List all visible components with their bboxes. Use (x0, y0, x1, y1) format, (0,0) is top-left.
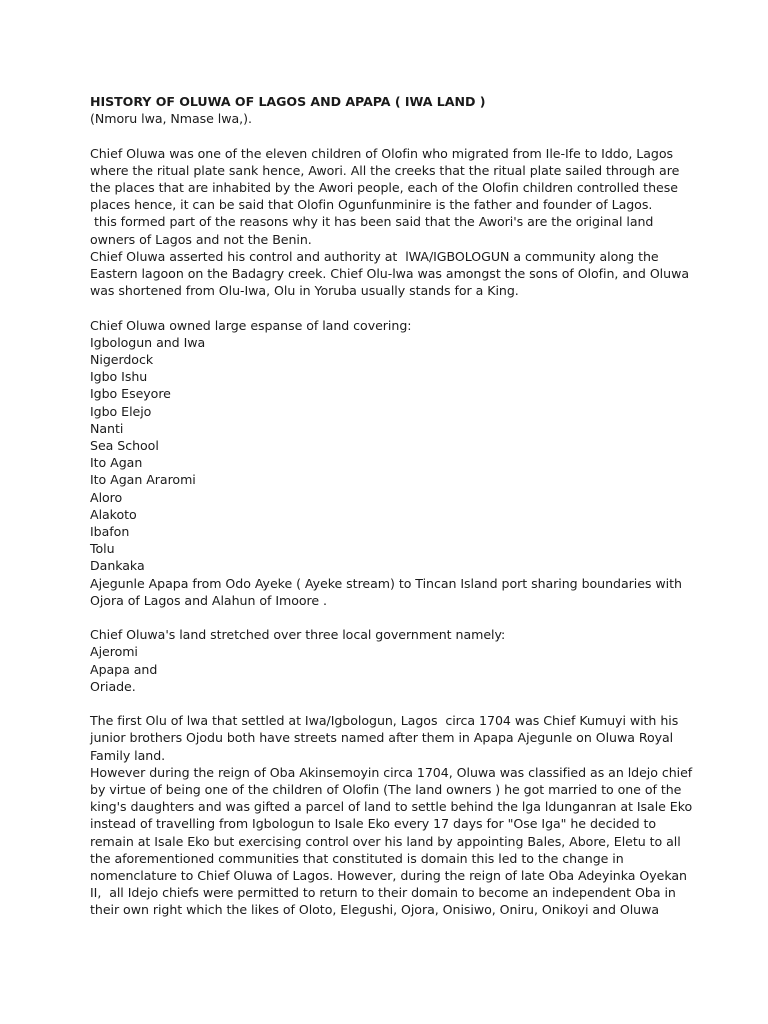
land-list-item: Ibafon (90, 524, 130, 540)
text-line: remain at Isale Eko but exercising control over his land by appointing Bales, Abore, Eletu to all (90, 833, 681, 849)
land-list-item: Dankaka (90, 558, 145, 574)
spacer (90, 299, 730, 316)
land-list-item: Igbologun and Iwa (90, 334, 206, 350)
document-page (90, 93, 730, 919)
land-list-item: Aloro (90, 489, 123, 505)
text-line: where the ritual plate sank hence, Awori. All the creeks that the ritual plate sailed through are (90, 162, 680, 178)
document-title: HISTORY OF OLUWA OF LAGOS AND APAPA ( IWA LAND ) (90, 94, 486, 109)
text-line: was shortened from Olu-Iwa, Olu in Yoruba usually stands for a King. (90, 283, 519, 299)
text-line: Family land. (90, 747, 166, 763)
paragraph-history (90, 712, 730, 918)
lg-intro: Chief Oluwa's land stretched over three local government namely: (90, 627, 506, 643)
text-line: However during the reign of Oba Akinsemoyin circa 1704, Oluwa was classified as an ldejo chief (90, 764, 693, 780)
text-line: their own right which the likes of Oloto, Elegushi, Ojora, Onisiwo, Oniru, Onikoyi and Oluwa (90, 902, 660, 918)
text-line: king's daughters and was gifted a parcel of land to settle behind the lga ldunganran at Isale Eko (90, 799, 693, 815)
land-list-item: Ito Agan Araromi (90, 472, 196, 488)
text-line: junior brothers Ojodu both have streets named after them in Apapa Ajegunle on Oluwa Royal (90, 730, 674, 746)
paragraph-origin (90, 145, 730, 300)
land-list-item: Ojora of Lagos and Alahun of Imoore . (90, 592, 327, 608)
land-section (90, 317, 730, 609)
lg-list-item: Ajeromi (90, 644, 138, 660)
land-list-item: Alakoto (90, 506, 137, 522)
land-list-item: Igbo Elejo (90, 403, 152, 419)
text-line: The first Olu of lwa that settled at Iwa/Igbologun, Lagos circa 1704 was Chief Kumuyi with his (90, 713, 679, 729)
text-line: the aforementioned communities that constituted is domain this led to the change in (90, 850, 624, 866)
text-line: II, all Idejo chiefs were permitted to return to their domain to become an independent Oba in (90, 885, 676, 901)
text-line: the places that are inhabited by the Awori people, each of the Olofin children controlled these (90, 180, 678, 195)
land-list-item: Igbo Eseyore (90, 386, 171, 402)
lg-list-item: Oriade. (90, 678, 136, 694)
text-line: Chief Oluwa asserted his control and authority at lWA/IGBOLOGUN a community along the (90, 248, 659, 264)
text-line: this formed part of the reasons why it has been said that the Awori's are the original land (90, 214, 654, 230)
land-list-item: Ajegunle Apapa from Odo Ayeke ( Ayeke stream) to Tincan Island port sharing boundaries with (90, 575, 682, 591)
land-list-item: Ito Agan (90, 455, 143, 471)
text-line: instead of travelling from Igbologun to Isale Eko every 17 days for "Ose Iga" he decided to (90, 816, 657, 832)
spacer (90, 695, 730, 712)
local-government-section (90, 626, 730, 695)
document-subtitle: (Nmoru lwa, Nmase lwa,). (90, 111, 252, 127)
lg-list-item: Apapa and (90, 661, 158, 677)
land-list-item: Igbo Ishu (90, 369, 148, 385)
land-list-item: Nanti (90, 420, 124, 436)
land-intro: Chief Oluwa owned large espanse of land covering: (90, 317, 412, 333)
text-line: by virtue of being one of the children of Olofin (The land owners ) he got married to one of the (90, 782, 682, 798)
land-list-item: Nigerdock (90, 352, 154, 368)
spacer (90, 609, 730, 626)
text-line: Chief Oluwa was one of the eleven children of Olofin who migrated from Ile-Ife to Iddo, Lagos (90, 145, 674, 161)
text-line: places hence, it can be said that Olofin Ogunfunminire is the father and founder of Lagos. (90, 197, 653, 213)
land-list-item: Tolu (90, 541, 115, 557)
text-line: Eastern lagoon on the Badagry creek. Chief Olu-lwa was amongst the sons of Olofin, and Oluwa (90, 266, 689, 282)
land-list-item: Sea School (90, 438, 159, 454)
text-line: owners of Lagos and not the Benin. (90, 231, 312, 247)
spacer (90, 127, 730, 144)
text-line: nomenclature to Chief Oluwa of Lagos. However, during the reign of late Oba Adeyinka Oyekan (90, 868, 687, 884)
